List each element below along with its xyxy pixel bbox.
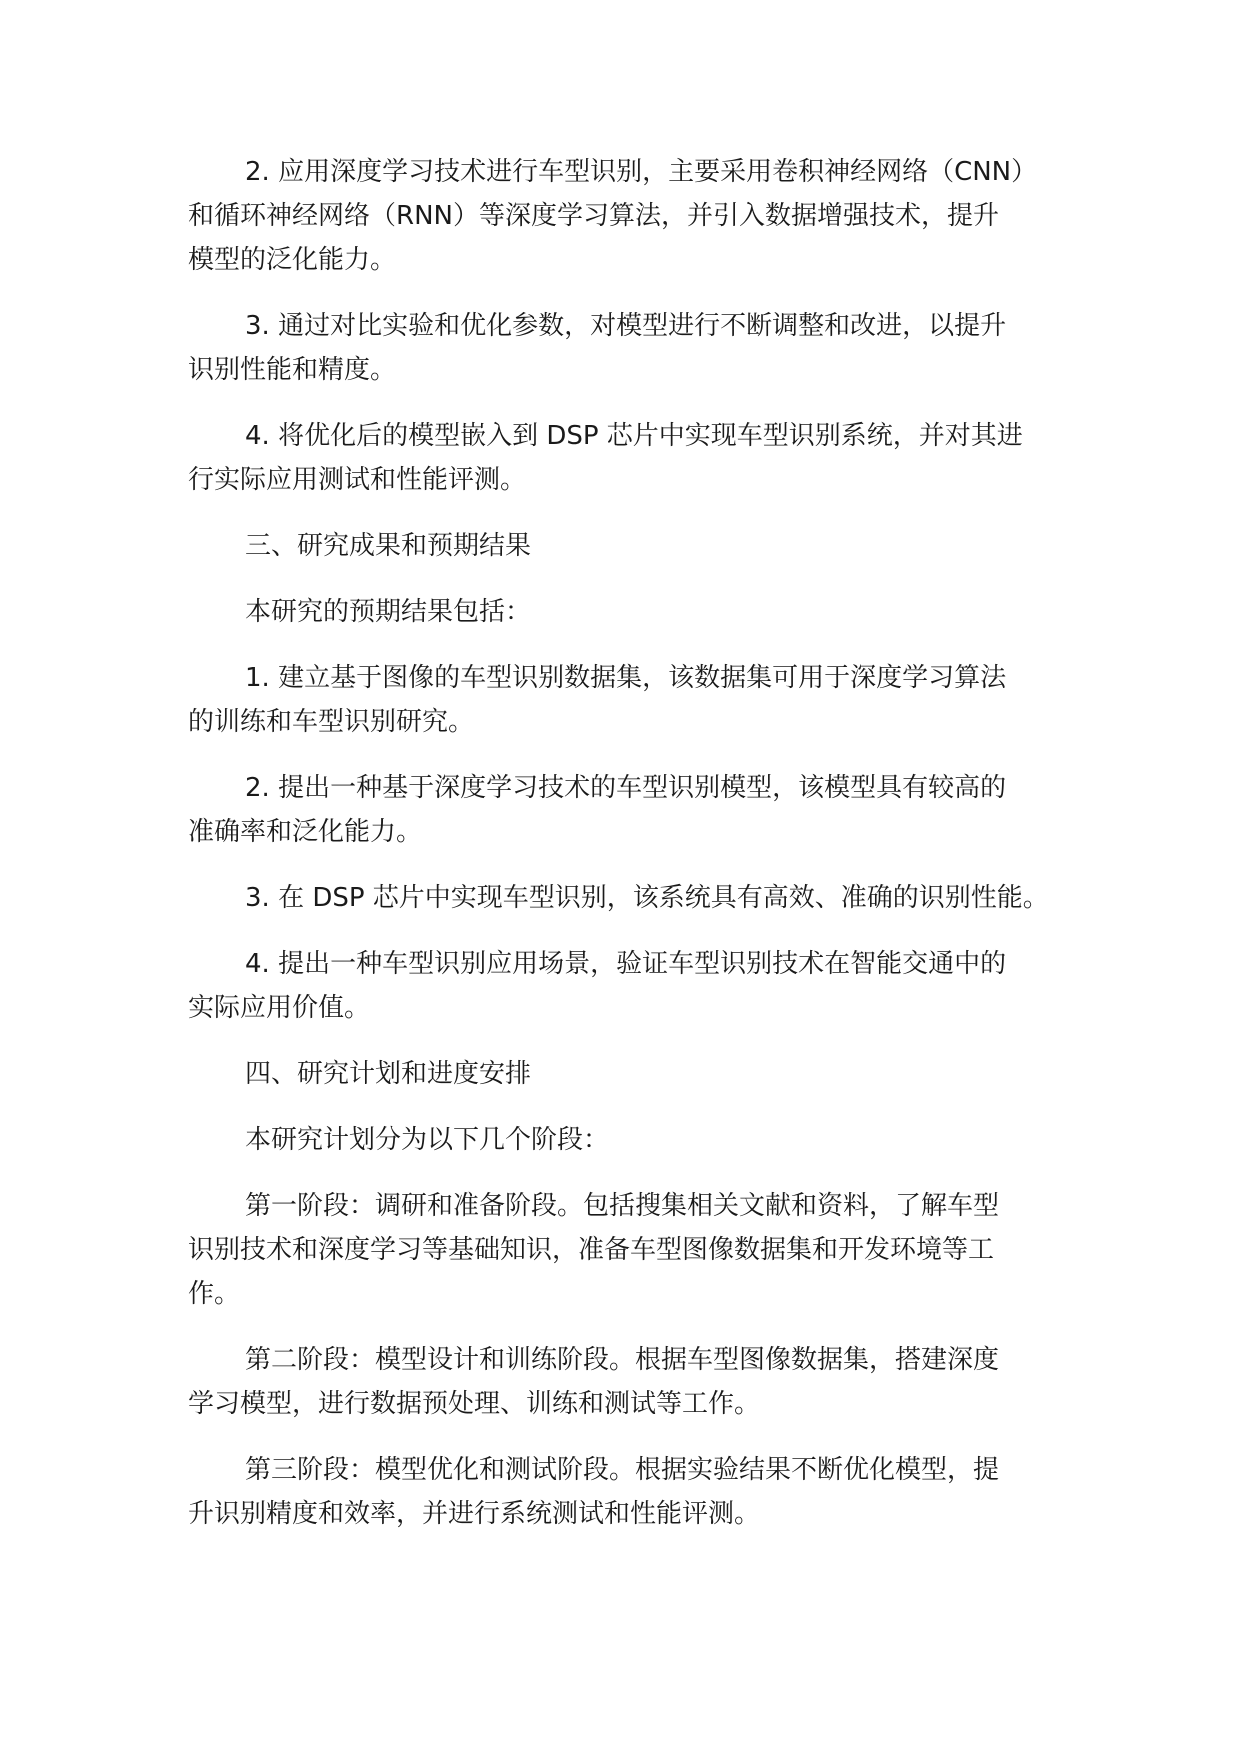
- section-heading-results: [188, 524, 1088, 568]
- text-line: 4. 提出一种车型识别应用场景，验证车型识别技术在智能交通中的: [245, 949, 1007, 979]
- section-heading-plan: [188, 1052, 1088, 1096]
- text-line: 3. 在 DSP 芯片中实现车型识别，该系统具有高效、准确的识别性能。: [245, 883, 1049, 913]
- paragraph-method-2: [188, 150, 1088, 282]
- text-line: 四、研究计划和进度安排: [245, 1059, 532, 1089]
- paragraph-result-3: [188, 876, 1088, 920]
- text-line: 行实际应用测试和性能评测。: [188, 465, 527, 495]
- text-line: 准确率和泛化能力。: [188, 817, 423, 847]
- text-line: 第二阶段：模型设计和训练阶段。根据车型图像数据集，搭建深度: [245, 1345, 1000, 1375]
- text-line: 4. 将优化后的模型嵌入到 DSP 芯片中实现车型识别系统，并对其进: [245, 421, 1023, 451]
- paragraph-result-1: [188, 656, 1088, 744]
- text-line: 2. 应用深度学习技术进行车型识别，主要采用卷积神经网络（CNN）: [245, 157, 1038, 187]
- text-line: 识别技术和深度学习等基础知识，准备车型图像数据集和开发环境等工: [188, 1235, 995, 1265]
- text-line: 升识别精度和效率，并进行系统测试和性能评测。: [188, 1499, 761, 1529]
- text-line: 第一阶段：调研和准备阶段。包括搜集相关文献和资料，了解车型: [245, 1191, 1000, 1221]
- paragraph-result-4: [188, 942, 1088, 1030]
- paragraph-method-4: [188, 414, 1088, 502]
- paragraph-method-3: [188, 304, 1088, 392]
- text-line: 第三阶段：模型优化和测试阶段。根据实验结果不断优化模型，提: [245, 1455, 1000, 1485]
- text-line: 学习模型，进行数据预处理、训练和测试等工作。: [188, 1389, 761, 1419]
- paragraph-stage-2: [188, 1338, 1088, 1426]
- text-line: 模型的泛化能力。: [188, 245, 397, 275]
- text-line: 和循环神经网络（RNN）等深度学习算法，并引入数据增强技术，提升: [188, 201, 999, 231]
- text-line: 三、研究成果和预期结果: [245, 531, 532, 561]
- paragraph-result-2: [188, 766, 1088, 854]
- text-line: 作。: [188, 1279, 241, 1309]
- text-line: 1. 建立基于图像的车型识别数据集，该数据集可用于深度学习算法: [245, 663, 1007, 693]
- paragraph-stage-3: [188, 1448, 1088, 1536]
- text-line: 识别性能和精度。: [188, 355, 397, 385]
- paragraph-results-intro: [188, 590, 1088, 634]
- text-line: 2. 提出一种基于深度学习技术的车型识别模型，该模型具有较高的: [245, 773, 1007, 803]
- text-line: 本研究的预期结果包括：: [245, 597, 532, 627]
- paragraph-stage-1: [188, 1184, 1088, 1316]
- paragraph-plan-intro: [188, 1118, 1088, 1162]
- text-line: 实际应用价值。: [188, 993, 371, 1023]
- text-line: 3. 通过对比实验和优化参数，对模型进行不断调整和改进，以提升: [245, 311, 1007, 341]
- text-line: 本研究计划分为以下几个阶段：: [245, 1125, 610, 1155]
- text-line: 的训练和车型识别研究。: [188, 707, 475, 737]
- document-body: [188, 150, 1088, 1558]
